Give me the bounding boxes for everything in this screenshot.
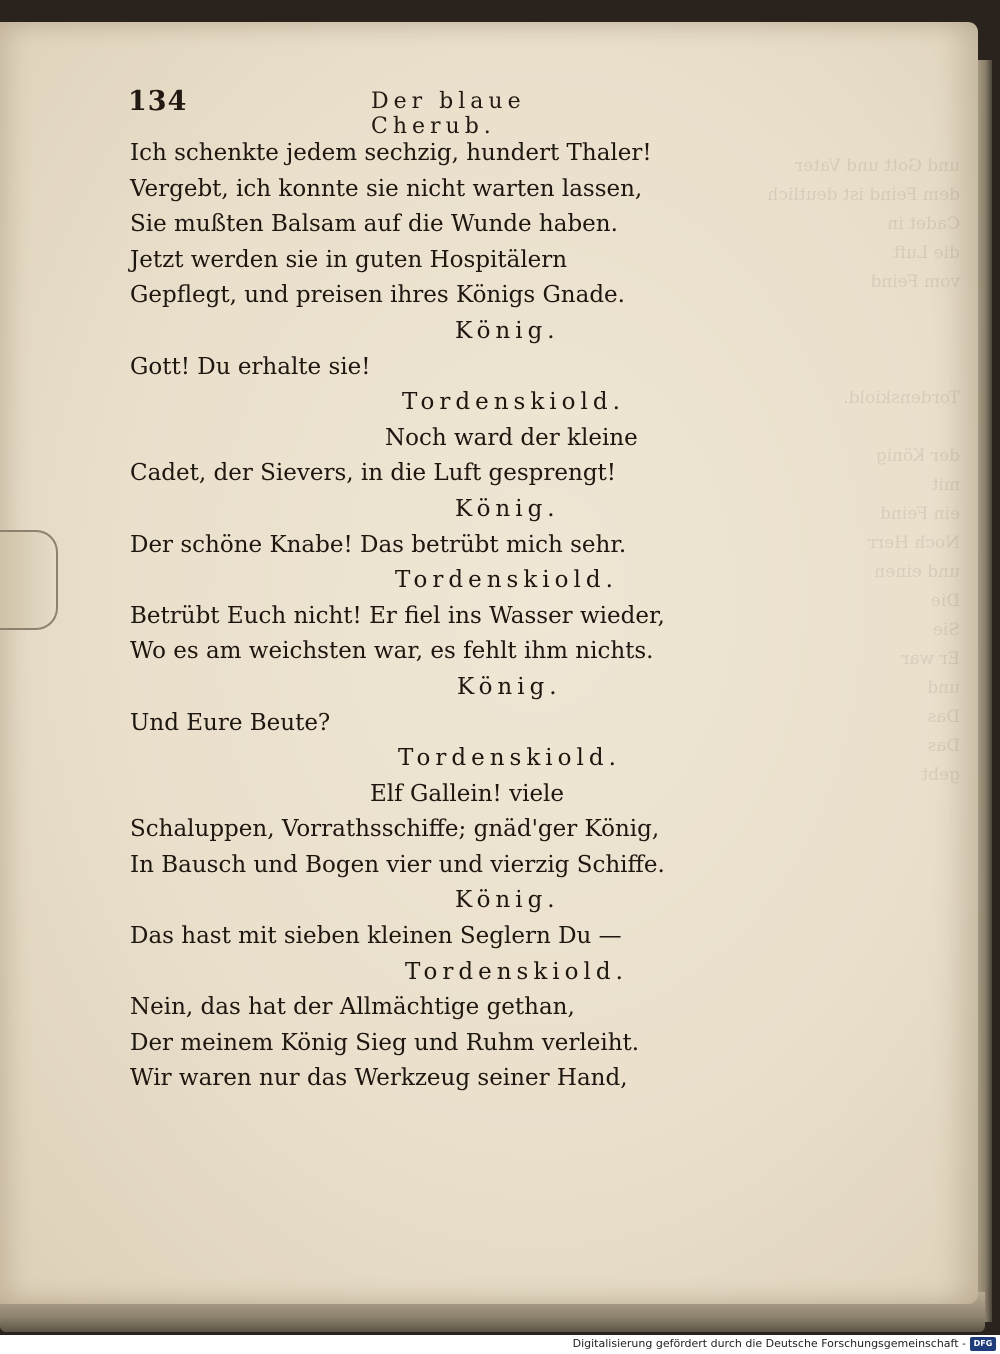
play-text	[130, 136, 730, 1097]
verse-line: Vergebt, ich konnte sie nicht warten lassen,	[130, 175, 643, 202]
verse-line: Wo es am weichsten war, es fehlt ihm nichts.	[130, 638, 654, 665]
verse-line: Und Eure Beute?	[130, 709, 331, 736]
verse-line: Gepflegt, und preisen ihres Königs Gnade.	[130, 282, 625, 309]
verse-line: Der meinem König Sieg und Ruhm verleiht.	[130, 1029, 640, 1056]
verse-line: Elf Gallein! viele	[370, 780, 565, 807]
speaker-name: König.	[455, 317, 560, 344]
verse-line: Jetzt werden sie in guten Hospitälern	[130, 246, 568, 273]
book-tab	[0, 530, 58, 630]
verse-line: Betrübt Euch nicht! Er fiel ins Wasser wieder,	[130, 602, 665, 629]
verse-line: Schaluppen, Vorrathsschiffe; gnäd'ger König,	[130, 816, 660, 843]
speaker-name: König.	[457, 673, 562, 700]
verse-line: Cadet, der Sievers, in die Luft gesprengt!	[130, 460, 617, 487]
show-through-text: und Gott und Vater dem Feind ist deutlich Cadet in die Luft vom Feind Tordenskiold. der König mit ein Feind Noch Herr und einen Die Sie Er war und Das Das gebt	[767, 156, 960, 785]
verse-line: Noch ward der kleine	[385, 424, 638, 451]
page-number: 134	[128, 86, 188, 117]
speaker-name: König.	[455, 495, 560, 522]
digitization-credit: Digitalisierung gefördert durch die Deutsche Forschungsgemeinschaft -	[572, 1337, 966, 1350]
speaker-name: Tordenskiold.	[405, 958, 628, 985]
speaker-name: Tordenskiold.	[398, 745, 621, 772]
verse-line: Sie mußten Balsam auf die Wunde haben.	[130, 211, 618, 238]
verse-line: Der schöne Knabe! Das betrübt mich sehr.	[130, 531, 627, 558]
speaker-name: Tordenskiold.	[402, 389, 625, 416]
speaker-name: König.	[455, 887, 560, 914]
verse-line: In Bausch und Bogen vier und vierzig Schiffe.	[130, 851, 665, 878]
verse-line: Wir waren nur das Werkzeug seiner Hand,	[130, 1065, 628, 1092]
verse-line: Ich schenkte jedem sechzig, hundert Thaler!	[130, 140, 652, 166]
running-title: Der blaue Cherub.	[371, 89, 526, 139]
verse-line: Gott! Du erhalte sie!	[130, 353, 371, 380]
verse-line: Nein, das hat der Allmächtige gethan,	[130, 994, 575, 1021]
page-header	[128, 86, 628, 139]
speaker-name: Tordenskiold.	[395, 567, 618, 594]
verse-line: Das hast mit sieben kleinen Seglern Du —	[130, 923, 622, 950]
dfg-logo: DFG	[970, 1337, 996, 1351]
